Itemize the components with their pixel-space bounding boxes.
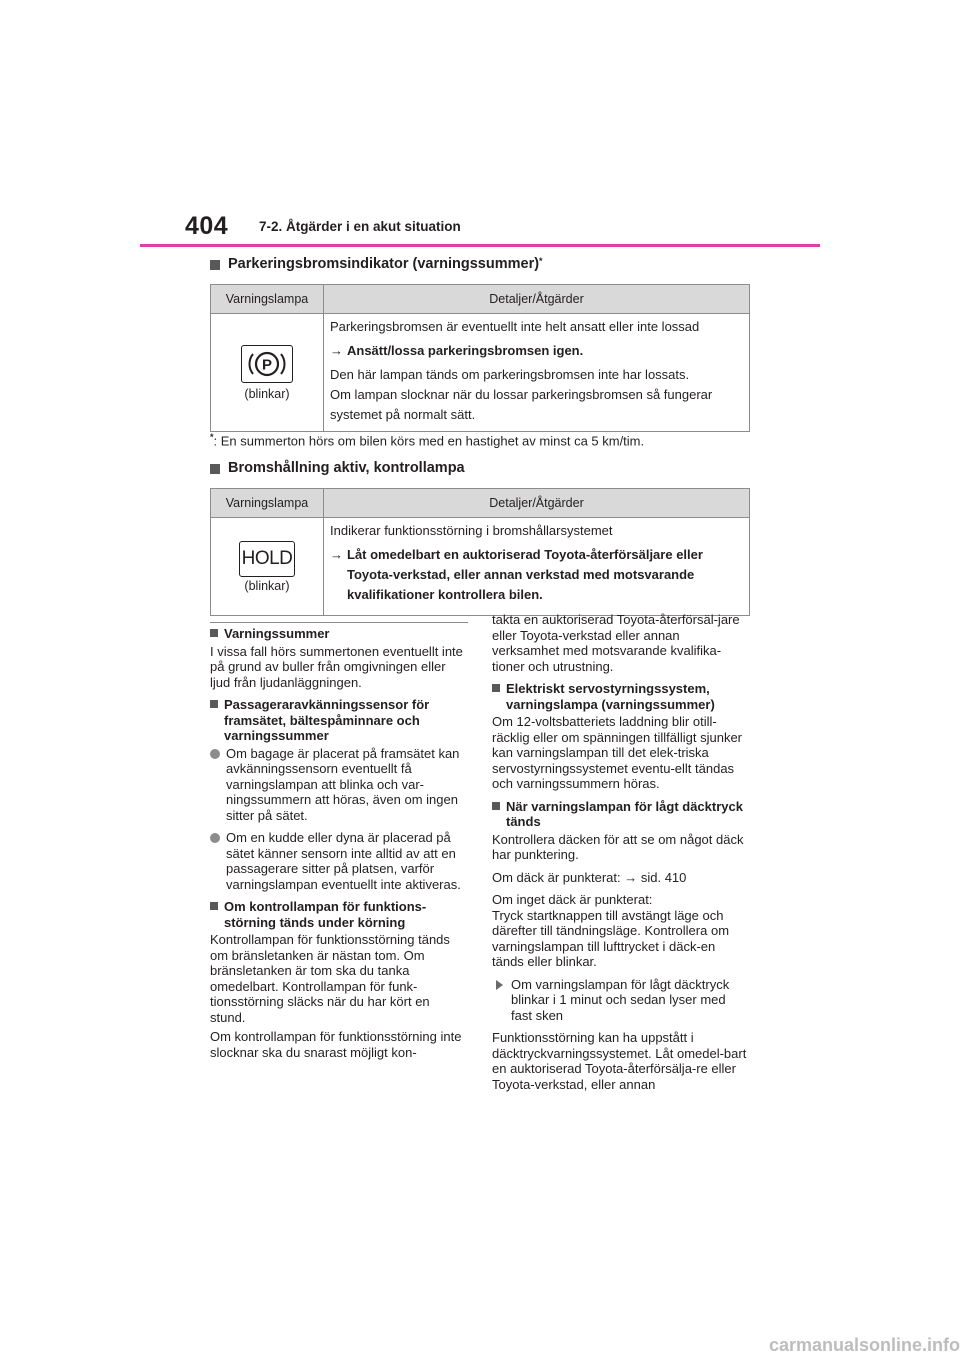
paragraph: Funktionsstörning kan ha uppstått i däcktryckvarningssystemet. Låt omedel-bart en auktoriserad Toyota-återförsälja-re eller Toyota-verkstad, eller annan: [492, 1030, 747, 1092]
arrow-icon: →: [330, 547, 343, 562]
table-header-row: [211, 285, 750, 314]
subheading-passenger-sensor: Passageraravkänningssensor för framsätet, bältespåminnare och varningssummer: [210, 697, 468, 744]
page-number: 404: [185, 212, 229, 240]
subheading-tire-pressure: När varningslampan för lågt däcktryck tänds: [492, 799, 750, 830]
paragraph-page-ref: Om däck är punkterat: → sid. 410: [492, 869, 687, 885]
lamp-cell: [211, 518, 324, 616]
right-column: [492, 612, 750, 1099]
paragraph: I vissa fall hörs summertonen eventuellt inte på grund av buller från omgivningen eller ljud från ljudanläggningen.: [210, 643, 463, 690]
square-bullet-icon: [492, 802, 500, 810]
chapter-title: 7-2. Åtgärder i en akut situation: [259, 219, 461, 234]
hold-indicator-icon: HOLD: [239, 541, 295, 577]
arrow-icon: →: [624, 869, 638, 885]
square-bullet-icon: [210, 902, 218, 910]
action-line: [330, 545, 743, 605]
square-bullet-icon: [210, 629, 218, 637]
subheading-malfunction-lamp: Om kontrollampan för funktions-störning tänds under körning: [210, 899, 468, 930]
parking-brake-table: [210, 284, 750, 432]
square-bullet-icon: [210, 260, 220, 270]
footnote-marker: *: [539, 256, 543, 266]
table-row: [211, 314, 750, 432]
table-header-lamp: Varningslampa: [211, 285, 324, 314]
section-heading-text: Bromshållning aktiv, kontrollampa: [228, 460, 465, 476]
column-divider: [210, 622, 468, 623]
lamp-caption: (blinkar): [244, 578, 290, 593]
square-bullet-icon: [210, 464, 220, 474]
list-item: Om en kudde eller dyna är placerad på sätet känner sensorn inte alltid av att en passagerare sitter på platsen, varför varningslampan eventuellt inte aktiveras.: [210, 830, 468, 892]
action-line: [330, 341, 743, 361]
details-cell: [324, 518, 750, 616]
details-cell: [324, 314, 750, 432]
section-heading-brake-hold: [210, 460, 465, 476]
detail-text: Parkeringsbromsen är eventuellt inte helt ansatt eller inte lossad: [330, 319, 700, 334]
page-reference-link[interactable]: sid. 410: [637, 869, 687, 885]
table-header-lamp: Varningslampa: [211, 489, 324, 518]
detail-text: Indikerar funktionsstörning i bromshållarsystemet: [330, 523, 613, 538]
arrow-icon: →: [330, 343, 343, 358]
subheading-power-steering: Elektriskt servostyrningssystem, varningslampa (varningssummer): [492, 681, 750, 712]
paragraph: takta en auktoriserad Toyota-återförsäl-jare eller Toyota-verkstad eller annan verksamhet med motsvarande kvalifika-tioner och utrustning.: [492, 612, 740, 674]
detail-text: Den här lampan tänds om parkeringsbromsen inte har lossats.: [330, 367, 690, 382]
list-item: Om varningslampan för lågt däcktryck blinkar i 1 minut och sedan lyser med fast sken: [492, 977, 750, 1024]
action-text: Ansätt/lossa parkeringsbromsen igen.: [347, 343, 584, 358]
paragraph: Kontrollampan för funktionsstörning tänds om bränsletanken är nästan tom. Om bränsletanken är tom ska du tanka omedelbart. Kontrollampan för funk-tionsstörning släcks när du har kört en stund.: [210, 932, 450, 1025]
square-bullet-icon: [492, 684, 500, 692]
watermark: carmanualsonline.info: [768, 1335, 960, 1355]
list-item: Om bagage är placerat på framsätet kan avkänningssensorn eventuellt få varningslampan att blinka och var-ningssummern att höras, även om ingen sitter på sätet.: [210, 746, 468, 824]
circle-bullet-icon: [210, 833, 220, 843]
paragraph: Om kontrollampan för funktionsstörning inte slocknar ska du snarast möjligt kon-: [210, 1029, 462, 1060]
left-column: [210, 626, 468, 1067]
footnote: [210, 432, 644, 448]
table-row: [211, 518, 750, 616]
section-heading-text: Parkeringsbromsindikator (varningssummer): [228, 256, 540, 272]
footnote-text: : En summerton hörs om bilen körs med en hastighet av minst ca 5 km/tim.: [213, 433, 645, 449]
lamp-cell: [211, 314, 324, 432]
header-divider: [140, 244, 820, 247]
table-header-details: Detaljer/Åtgärder: [324, 285, 750, 314]
circle-bullet-icon: [210, 749, 220, 759]
detail-text: Om lampan slocknar när du lossar parkeringsbromsen så fungerar systemet på normalt sätt.: [330, 387, 713, 422]
footnote-marker: *: [210, 432, 214, 442]
subheading-warning-buzzer: Varningssummer: [210, 626, 468, 642]
paragraph: Tryck startknappen till avstängt läge och därefter till tändningsläge. Kontrollera om varningslampan till lufttrycket i däck-en tänds eller blinkar.: [492, 907, 730, 969]
svg-text:P: P: [261, 356, 273, 373]
paragraph: Om 12-voltsbatteriets laddning blir otill-räcklig eller om spänningen tillfälligt sjunker kan varningslampan till det elek-triska servostyrningssystemet eventu-ellt tändas och varningssummern höras.: [492, 714, 743, 791]
square-bullet-icon: [210, 700, 218, 708]
table-header-row: [211, 489, 750, 518]
action-text: Låt omedelbart en auktoriserad Toyota-återförsäljare eller Toyota-verkstad, eller annan verkstad med motsvarande kvalifikationer kontrollera bilen.: [347, 547, 703, 602]
lamp-caption: (blinkar): [244, 386, 290, 401]
paragraph: Om inget däck är punkterat:: [492, 892, 653, 907]
table-header-details: Detaljer/Åtgärder: [324, 489, 750, 518]
paragraph: Kontrollera däcken för att se om något däck har punktering.: [492, 831, 744, 862]
triangle-bullet-icon: [496, 980, 503, 990]
brake-hold-table: [210, 488, 750, 616]
section-heading-parking-brake: [210, 256, 543, 272]
parking-brake-icon: [241, 345, 293, 383]
